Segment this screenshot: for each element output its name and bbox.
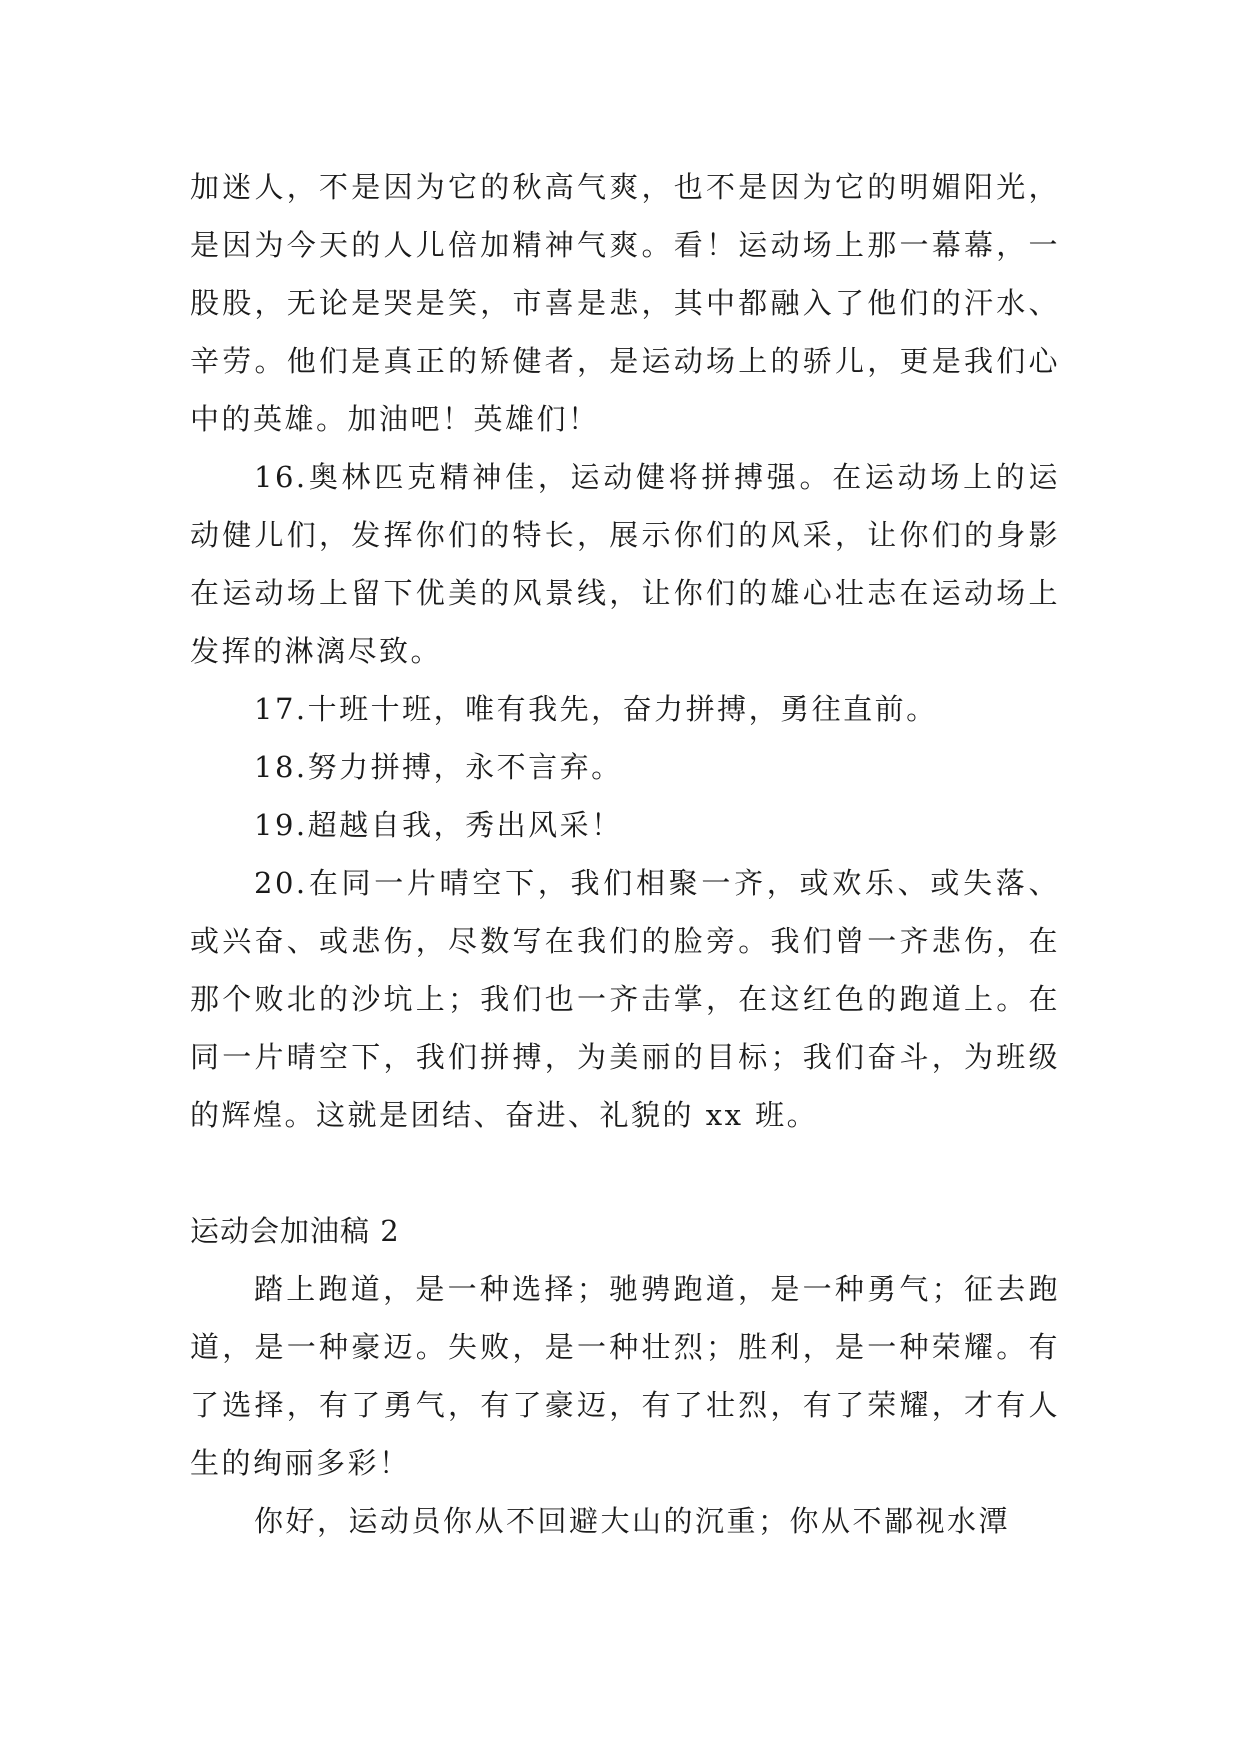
document-body	[190, 158, 1060, 1550]
paragraph-item-20: 20.在同一片晴空下，我们相聚一齐，或欢乐、或失落、或兴奋、或悲伤，尽数写在我们的脸旁。我们曾一齐悲伤，在那个败北的沙坑上；我们也一齐击掌，在这红色的跑道上。在同一片晴空下，我们拼搏，为美丽的目标；我们奋斗，为班级的辉煌。这就是团结、奋进、礼貌的 xx 班。	[190, 866, 1060, 1132]
paragraph-track: 踏上跑道，是一种选择；驰骋跑道，是一种勇气；征去跑道，是一种豪迈。失败，是一种壮烈；胜利，是一种荣耀。有了选择，有了勇气，有了豪迈，有了壮烈，有了荣耀，才有人生的绚丽多彩！	[190, 1272, 1060, 1480]
section-heading: 运动会加油稿 2	[190, 1214, 400, 1248]
paragraph-item-19: 19.超越自我，秀出风采！	[254, 808, 623, 842]
paragraph-continued: 加迷人，不是因为它的秋高气爽，也不是因为它的明媚阳光，是因为今天的人儿倍加精神气爽。看！运动场上那一幕幕，一股股，无论是哭是笑，市喜是悲，其中都融入了他们的汗水、辛劳。他们是真正的矫健者，是运动场上的骄儿，更是我们心中的英雄。加油吧！英雄们！	[190, 170, 1060, 436]
paragraph-item-18: 18.努力拼搏，永不言弃。	[254, 750, 623, 784]
paragraph-item-16: 16.奥林匹克精神佳，运动健将拼搏强。在运动场上的运动健儿们，发挥你们的特长，展示你们的风采，让你们的身影在运动场上留下优美的风景线，让你们的雄心壮志在运动场上发挥的淋漓尽致。	[190, 460, 1060, 668]
paragraph-item-17: 17.十班十班，唯有我先，奋力拼搏，勇往直前。	[254, 692, 938, 726]
paragraph-hello: 你好，运动员你从不回避大山的沉重；你从不鄙视水潭	[254, 1504, 1011, 1538]
